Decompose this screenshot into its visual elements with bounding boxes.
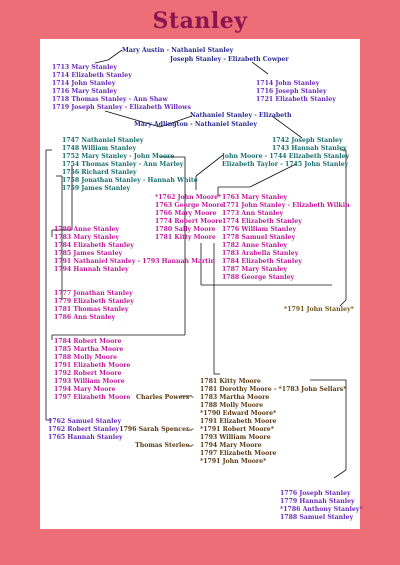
person-entry: 1765 Hannah Stanley [48,433,123,441]
person-entry: *1762 John Moore* [155,194,222,201]
person-entry: 1793 William Moore [54,377,125,385]
person-entry: 1792 Robert Moore [54,369,122,377]
person-entry: 1779 Hannah Stanley [280,497,355,505]
person-entry: 1780 Anne Stanley [54,226,119,233]
bottom-right-stanley-list [280,490,363,522]
person-entry: 1719 Joseph Stanley - Elizabeth Willows [52,103,191,111]
bottom-left-stanley-list [48,418,123,442]
john-stanley-1791-entry [284,306,354,314]
person-entry: 1785 James Stanley [54,249,123,257]
person-entry: 1783 Martha Moore [200,393,270,401]
person-entry: 1781 Kitty Moore [155,233,216,241]
person-entry: 1718 Thomas Stanley - Ann Shaw [52,95,168,103]
page-title: Stanley [152,8,248,34]
couple-line: John Moore - 1744 Elizabeth Stanley [222,153,350,160]
robert-moore-list [54,338,130,402]
person-entry: 1797 Elizabeth Moore [200,449,277,457]
person-entry: 1782 Anne Stanley [222,241,287,249]
couple-line: Nathaniel Stanley - Elizabeth [190,112,292,119]
person-entry: 1797 Elizabeth Moore [54,393,131,401]
john-stanley-family-list [222,194,350,281]
person-entry: 1754 Thomas Stanley - Ann Marley [62,160,184,168]
person-entry: 1780 Sally Moore [155,225,216,233]
person-entry: 1788 Samuel Stanley [280,513,354,521]
generation1-right-list [256,80,336,104]
person-entry: 1787 Mary Stanley [222,265,287,273]
person-entry: 1794 Hannah Stanley [54,265,129,273]
spouse-label: Charles Powers - [136,394,194,401]
person-entry: *1786 Anthony Stanley* [280,505,363,513]
person-entry: *1790 Edward Moore* [200,409,277,417]
person-entry: 1778 Samuel Stanley [222,233,296,241]
person-entry: 1752 Mary Stanley - John Moore [62,152,175,160]
person-entry: 1781 Kitty Moore [200,378,261,385]
kitty-moore-list [200,378,346,465]
person-entry: 1781 Thomas Stanley [54,305,129,313]
person-entry: 1774 Robert Moore [155,217,223,225]
person-entry: 1759 James Stanley [62,184,131,192]
person-entry: 1785 Martha Moore [54,345,124,353]
person-entry: 1716 Mary Stanley [52,87,117,95]
couple-mary-adlington [134,121,257,129]
person-entry: 1791 Elizabeth Moore [200,417,277,425]
person-entry: 1791 Nathaniel Stanley - 1793 Hannah Martin [54,257,216,265]
person-entry: 1721 Elizabeth Stanley [256,95,336,103]
spouse-charles-powers [136,394,194,402]
jonathan-stanley-children-list [54,290,134,322]
person-entry: 1788 George Stanley [222,273,295,281]
person-entry: 1776 Joseph Stanley [280,490,351,497]
person-entry: 1742 Joseph Stanley [272,137,343,144]
person-entry: 1766 Mary Moore [155,209,217,217]
person-entry: 1716 Joseph Stanley [256,87,327,95]
person-entry: 1794 Mary Moore [54,385,116,393]
couple-john-moore-elizabeth [222,153,349,169]
person-entry: 1786 Ann Stanley [54,313,116,321]
person-entry: 1784 Robert Moore [54,338,122,345]
generation1-left-list [52,64,191,112]
person-entry: *1791 John Moore* [200,457,267,465]
person-entry: 1714 John Stanley [256,80,320,87]
person-entry: 1784 Elizabeth Stanley [54,241,134,249]
person-entry: 1747 Nathaniel Stanley [62,137,144,144]
person-entry: 1771 John Stanley - Elizabeth Wilkin [222,201,350,209]
person-entry: *1791 Robert Moore* [200,425,274,433]
person-entry: 1788 Molly Moore [200,401,264,409]
person-entry: 1776 William Stanley [222,225,297,233]
generation2-left-list [62,137,198,193]
spouse-thomas-sterlee [135,442,194,450]
person-entry: 1783 Arabella Stanley [222,249,299,257]
person-entry: 1763 George Moore [155,201,224,209]
spouse-label: Thomas Sterlee - [135,442,194,449]
couple-line: Elizabeth Taylor - 1745 John Stanley [222,160,349,168]
person-entry: 1783 Mary Stanley [54,233,119,241]
person-entry: 1714 John Stanley [52,79,116,87]
person-entry: 1762 Robert Stanley [48,425,119,433]
couple-line: Joseph Stanley - Elizabeth Cowper [170,56,289,63]
person-entry: 1773 Ann Stanley [222,209,284,217]
person-entry: 1784 Elizabeth Stanley [222,257,302,265]
person-entry: 1794 Mary Moore [200,441,262,449]
person-entry: *1791 John Stanley* [284,306,354,313]
couple-joseph-elizabeth-cowper [170,56,289,64]
person-entry: 1791 Elizabeth Moore [54,361,131,369]
person-entry: 1713 Mary Stanley [52,64,117,71]
couple-nathaniel-elizabeth [190,112,291,120]
person-entry: 1756 Richard Stanley [62,168,137,176]
person-entry: 1743 Hannah Stanley [272,144,347,152]
person-entry: 1762 Samuel Stanley [48,418,122,425]
parent-couple-mary-austin [122,47,233,55]
person-entry: 1781 Dorothy Moore - *1783 John Sellars* [200,385,347,393]
person-entry: 1714 Elizabeth Stanley [52,71,132,79]
person-entry: 1793 William Moore [200,433,271,441]
generation2-right-list [272,137,347,153]
person-entry: 1779 Elizabeth Stanley [54,297,134,305]
person-entry: 1758 Jonathan Stanley - Hannah White [62,176,198,184]
spouse-sarah-spencer [119,426,194,434]
spouse-label: 1796 Sarah Spencer - [119,426,194,433]
person-entry: 1777 Jonathan Stanley [54,290,133,297]
person-entry: 1748 William Stanley [62,144,137,152]
person-entry: 1788 Molly Moore [54,353,118,361]
thomas-stanley-children-list [54,226,215,274]
person-entry: 1763 Mary Stanley [222,194,287,201]
couple-line: Mary Austin - Nathaniel Stanley [122,47,234,54]
person-entry: 1774 Elizabeth Stanley [222,217,302,225]
couple-line: Mary Adlington - Nathaniel Stanley [134,121,257,128]
